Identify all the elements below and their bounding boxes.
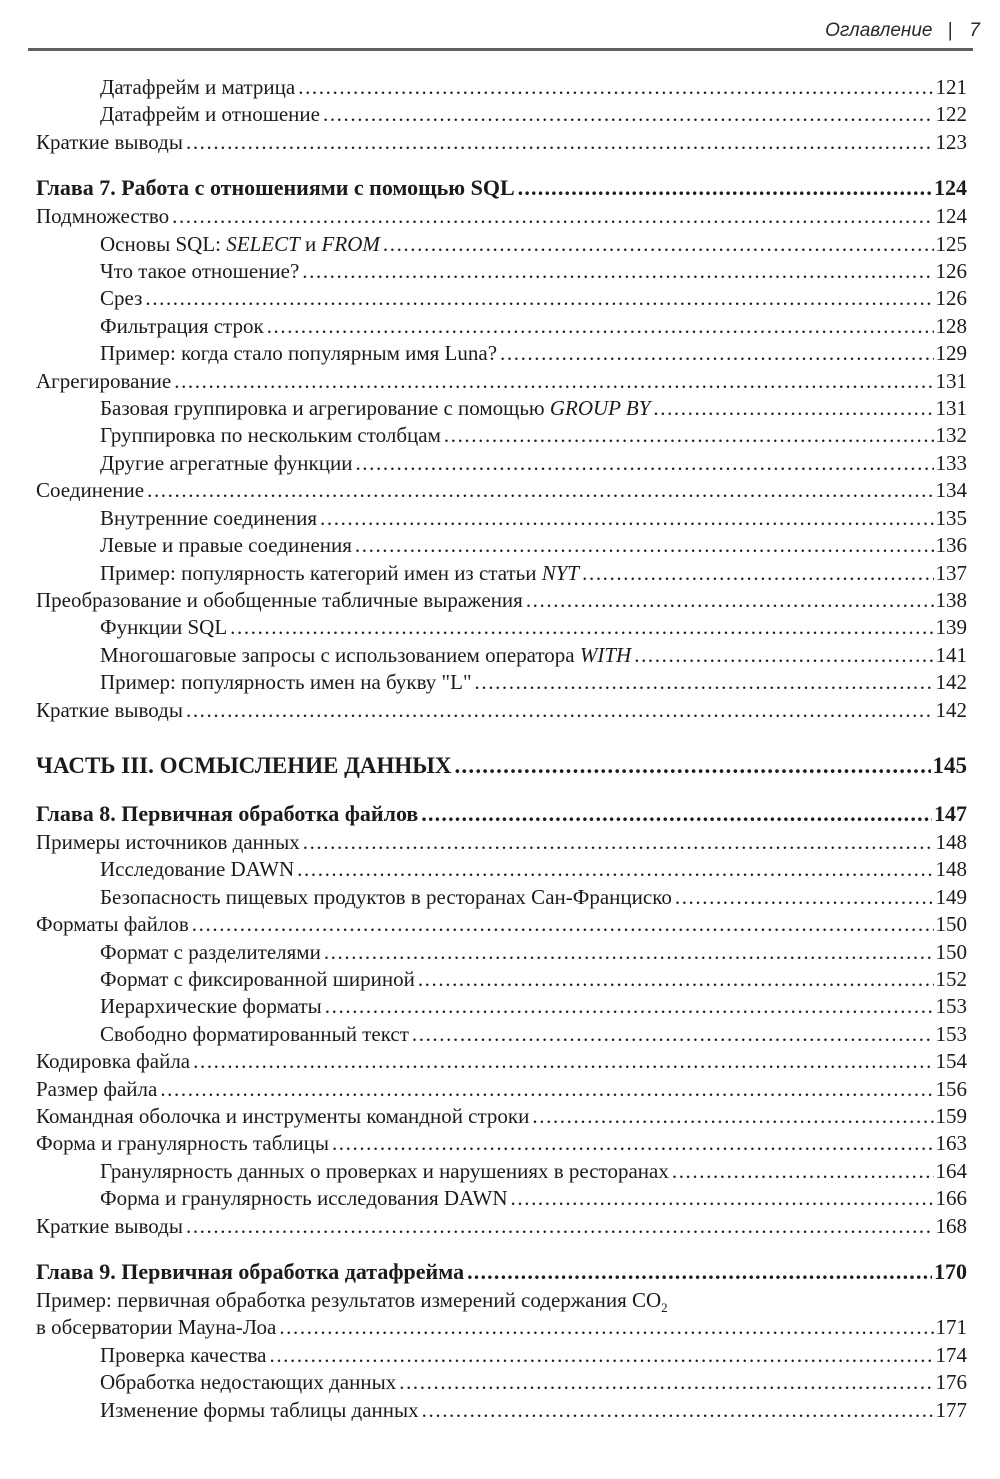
toc-page-number: 136 (935, 533, 967, 558)
toc-page-number: 142 (935, 670, 967, 695)
toc-entry (36, 1287, 967, 1314)
toc-page-number: 168 (935, 1213, 967, 1238)
toc-entry-title: в обсерватории Мауна-Лоа (36, 1315, 277, 1340)
dot-leader (526, 587, 934, 614)
toc-entry (36, 74, 967, 101)
dot-leader (174, 368, 933, 395)
toc-page-number: 134 (935, 478, 967, 503)
toc-page-number: 147 (934, 800, 967, 826)
header-rule (28, 48, 973, 51)
dot-leader (186, 1213, 934, 1240)
toc-page-number: 121 (935, 75, 967, 99)
toc-page-number: 133 (935, 450, 967, 475)
toc-entry-title: Другие агрегатные функции (100, 450, 353, 475)
toc-entry-title: Исследование DAWN (100, 857, 295, 882)
toc-page-number: 176 (935, 1370, 967, 1395)
toc-entry-title: Свободно форматированный текст (100, 1021, 409, 1046)
toc-entry (36, 1021, 967, 1048)
toc-entry-title: Иерархические форматы (100, 994, 322, 1019)
dot-leader (147, 477, 933, 504)
toc-entry (36, 313, 967, 340)
dot-leader (672, 1158, 934, 1185)
page-header (28, 20, 980, 42)
toc-entry-title: Соединение (36, 478, 145, 503)
toc-entry-title: Основы SQL: SELECT и FROM (100, 231, 380, 256)
toc-page-number: 138 (935, 587, 967, 612)
toc-entry-title: Изменение формы таблицы данных (100, 1397, 419, 1422)
dot-leader (172, 203, 933, 230)
toc-page-number: 139 (935, 615, 967, 640)
toc-page-number: 177 (935, 1397, 967, 1422)
dot-leader (518, 173, 932, 203)
toc-entry-title: Что такое отношение? (100, 259, 300, 284)
toc-entry (36, 258, 967, 285)
dot-leader (383, 231, 934, 258)
toc-entry (36, 368, 967, 395)
toc-entry-title: Формат с фиксированной шириной (100, 966, 415, 991)
toc-entry (36, 1130, 967, 1157)
toc-page-number: 141 (935, 642, 967, 667)
dot-leader (279, 1314, 933, 1341)
toc-entry (36, 1314, 967, 1341)
toc-page-number: 148 (935, 829, 967, 854)
dot-leader (325, 993, 934, 1020)
dot-leader (399, 1369, 933, 1396)
toc-entry (36, 1185, 967, 1212)
running-head-title: Оглавление (825, 20, 933, 41)
toc-page-number: 125 (935, 231, 967, 256)
toc-entry (36, 203, 967, 230)
toc-page-number: 150 (935, 939, 967, 964)
dot-leader (332, 1130, 934, 1157)
toc-entry-title: Группировка по нескольким столбцам (100, 423, 441, 448)
toc-page-number: 163 (935, 1131, 967, 1156)
toc-entry-title: Форматы файлов (36, 912, 189, 937)
toc-entry (36, 993, 967, 1020)
toc-entry (36, 1213, 967, 1240)
toc-page-number: 149 (935, 884, 967, 909)
toc-entry (36, 395, 967, 422)
toc-entry-title: Гранулярность данных о проверках и нарушениях в ресторанах (100, 1158, 669, 1183)
toc-entry-title: Форма и гранулярность таблицы (36, 1131, 329, 1156)
toc-page-number: 135 (935, 505, 967, 530)
dot-leader (320, 505, 933, 532)
toc-entry-title: Проверка качества (100, 1342, 267, 1367)
toc-entry (36, 1397, 967, 1424)
toc-entry (36, 939, 967, 966)
toc-entry-title: Пример: популярность имен на букву "L" (100, 670, 472, 695)
dot-leader (298, 74, 933, 101)
toc-page-number: 126 (935, 259, 967, 284)
toc-entry-title: Кодировка файла (36, 1049, 191, 1074)
dot-leader (303, 829, 934, 856)
toc-entry-title: Пример: первичная обработка результатов измерений содержания $CO_2$ (36, 1288, 668, 1316)
toc-entry-title: Пример: когда стало популярным имя Luna? (100, 341, 498, 366)
dot-leader (467, 1257, 932, 1287)
toc-entry-title: Подмножество (36, 204, 170, 229)
toc-entry (36, 532, 967, 559)
toc-entry (36, 129, 967, 156)
toc-entry (36, 884, 967, 911)
toc-entry (36, 101, 967, 128)
toc-entry (36, 1369, 967, 1396)
toc-entry (36, 422, 967, 449)
toc-page-number: 166 (935, 1186, 967, 1211)
toc-page-number: 154 (935, 1049, 967, 1074)
toc-page-number: 123 (935, 129, 967, 154)
toc-page-number: 159 (935, 1104, 967, 1128)
dot-leader (675, 884, 934, 911)
dot-leader (532, 1103, 933, 1130)
dot-leader (355, 450, 933, 477)
toc-page-number: 128 (935, 313, 967, 338)
dot-leader (269, 1342, 933, 1369)
dot-leader (302, 258, 933, 285)
dot-leader (634, 642, 933, 669)
running-head-page-number: 7 (969, 20, 980, 41)
toc-entry (36, 340, 967, 367)
dot-leader (653, 395, 933, 422)
toc-chapter-heading (36, 173, 967, 203)
dot-leader (297, 856, 933, 883)
toc-entry-title: Краткие выводы (36, 697, 183, 722)
toc-page-number: 142 (935, 697, 967, 722)
toc-entry-title: Обработка недостающих данных (100, 1370, 397, 1395)
dot-leader (192, 911, 934, 938)
toc-entry (36, 505, 967, 532)
toc-page-number: 170 (934, 1259, 967, 1285)
toc-page-number: 171 (935, 1315, 967, 1340)
toc-entry (36, 285, 967, 312)
toc-entry-title: Пример: популярность категорий имен из статьи NYT (100, 560, 580, 585)
dot-leader (186, 697, 934, 724)
dot-leader (145, 285, 933, 312)
dot-leader (267, 313, 934, 340)
toc-entry (36, 560, 967, 587)
toc-entry (36, 450, 967, 477)
toc-page-number: 129 (935, 341, 967, 366)
running-head-separator: | (947, 20, 953, 41)
toc-page-number: 132 (935, 423, 967, 448)
toc-entry (36, 1076, 967, 1103)
toc-entry (36, 966, 967, 993)
toc-entry (36, 1342, 967, 1369)
toc-entry-title: Безопасность пищевых продуктов в ресторанах Сан-Франциско (100, 884, 672, 909)
dot-leader (511, 1185, 934, 1212)
dot-leader (324, 939, 934, 966)
dot-leader (186, 129, 934, 156)
dot-leader (193, 1048, 933, 1075)
toc-entry-title: Глава 7. Работа с отношениями с помощью SQL (36, 175, 515, 201)
dot-leader (160, 1076, 933, 1103)
toc-page-number: 145 (932, 752, 967, 778)
toc-part-heading (36, 750, 967, 782)
dot-leader (422, 1397, 934, 1424)
toc-page-number: 156 (935, 1076, 967, 1101)
toc-page-number: 124 (934, 175, 967, 201)
toc-entry-title: Агрегирование (36, 368, 172, 393)
toc-entry-title: Датафрейм и отношение (100, 102, 320, 127)
toc-entry (36, 1103, 967, 1130)
toc-entry (36, 829, 967, 856)
toc-page-number: 126 (935, 286, 967, 311)
toc-page-number: 124 (935, 204, 967, 229)
toc-entry-title: Фильтрация строк (100, 313, 264, 338)
dot-leader (500, 340, 933, 367)
toc-page-number: 153 (935, 1021, 967, 1046)
toc-page-number: 152 (935, 966, 967, 991)
dot-leader (355, 532, 934, 559)
toc-page-number: 122 (935, 102, 967, 127)
toc-entry (36, 1048, 967, 1075)
dot-leader (582, 560, 933, 587)
toc-entry-title: Размер файла (36, 1076, 158, 1101)
toc-entry-title: Базовая группировка и агрегирование с помощью GROUP BY (100, 396, 651, 421)
toc-page-number: 131 (935, 368, 967, 393)
toc-entry-title: Левые и правые соединения (100, 533, 352, 558)
dot-leader (323, 101, 934, 128)
toc-entry-title: Многошаговые запросы с использованием оператора WITH (100, 642, 632, 667)
toc-entry (36, 856, 967, 883)
dot-leader (230, 614, 933, 641)
dot-leader (418, 966, 934, 993)
toc-entry (36, 587, 967, 614)
dot-leader (444, 422, 934, 449)
toc-entry (36, 1158, 967, 1185)
toc-page-number: 153 (935, 994, 967, 1019)
toc-entry-title: Глава 9. Первичная обработка датафрейма (36, 1259, 465, 1285)
toc-page-number: 164 (935, 1158, 967, 1183)
toc-entry-title: Преобразование и обобщенные табличные выражения (36, 587, 523, 612)
toc-entry (36, 669, 967, 696)
toc-entry-title: Функции SQL (100, 615, 228, 640)
toc-entry-title: Внутренние соединения (100, 505, 318, 530)
dot-leader (412, 1021, 934, 1048)
toc-entry (36, 477, 967, 504)
toc-entry-title: Форма и гранулярность исследования DAWN (100, 1186, 508, 1211)
toc-page-number: 131 (935, 396, 967, 421)
toc-entry-title: Глава 8. Первичная обработка файлов (36, 800, 419, 826)
toc-entry (36, 614, 967, 641)
toc-entry-title: Примеры источников данных (36, 829, 300, 854)
toc-chapter-heading (36, 799, 967, 829)
toc-entry-title: Командная оболочка и инструменты командной строки (36, 1104, 530, 1128)
toc-page-number: 148 (935, 857, 967, 882)
toc-entry-title: Срез (100, 286, 143, 311)
toc-entry-title: Формат с разделителями (100, 939, 321, 964)
toc-entry (36, 231, 967, 258)
toc-page-number: 174 (935, 1342, 967, 1367)
dot-leader (454, 750, 930, 782)
dot-leader (421, 799, 932, 829)
toc-entry-title: ЧАСТЬ III. ОСМЫСЛЕНИЕ ДАННЫХ (36, 752, 452, 778)
toc-entry (36, 911, 967, 938)
toc-page-number: 137 (935, 560, 967, 585)
toc-list (36, 74, 967, 1424)
toc-entry (36, 642, 967, 669)
dot-leader (475, 669, 934, 696)
toc-entry (36, 697, 967, 724)
toc-entry-title: Датафрейм и матрица (100, 75, 296, 99)
toc-chapter-heading (36, 1257, 967, 1287)
toc-entry-title: Краткие выводы (36, 1213, 183, 1238)
toc-entry-title: Краткие выводы (36, 129, 183, 154)
toc-page-number: 150 (935, 912, 967, 937)
